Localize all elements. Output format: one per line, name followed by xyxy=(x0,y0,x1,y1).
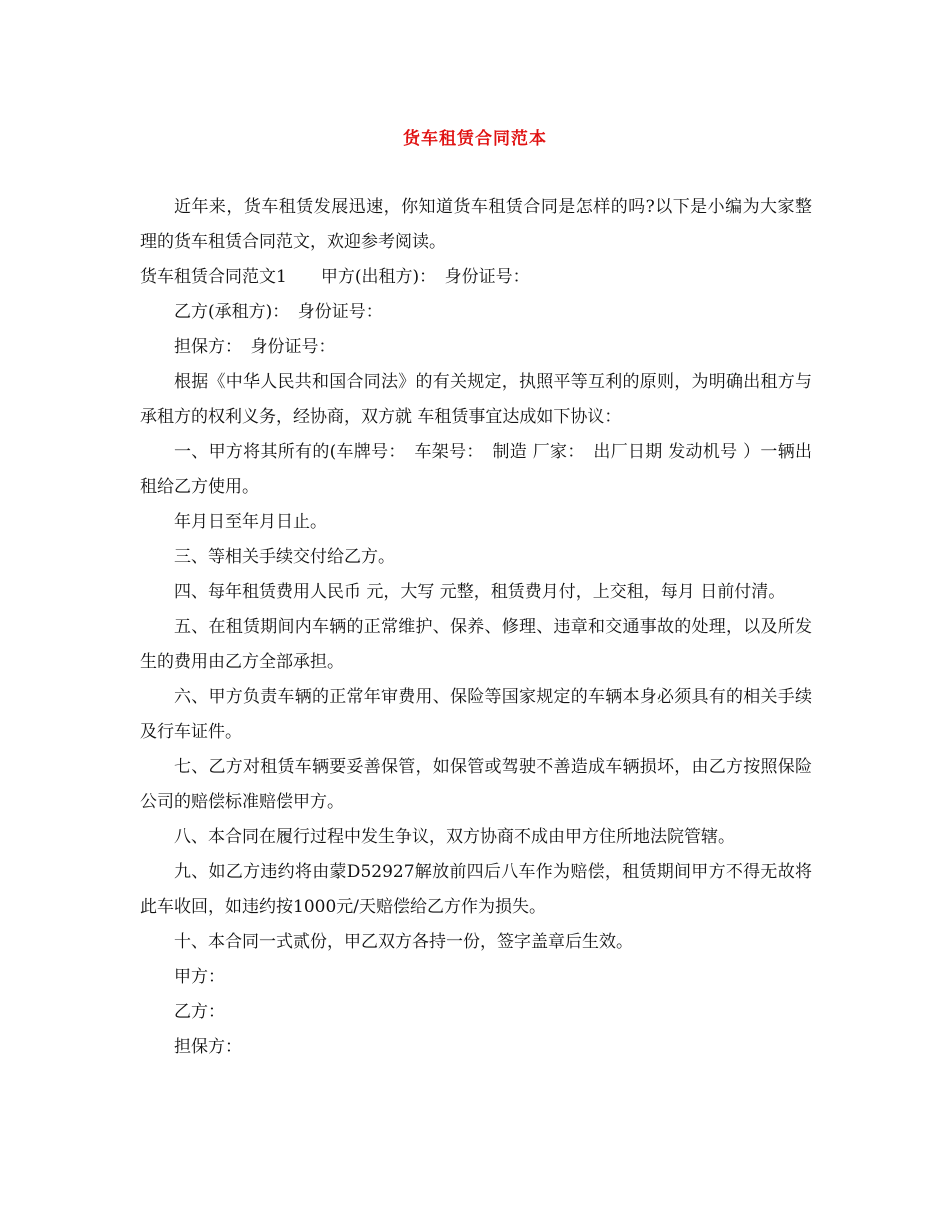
paragraph-6: 一、甲方将其所有的(车牌号： 车架号： 制造 厂家： 出厂日期 发动机号 ）一辆出租给乙方使用。 xyxy=(140,442,812,497)
paragraph-8: 三、等相关手续交付给乙方。 xyxy=(174,547,395,567)
paragraph-9: 四、每年租赁费用人民币 元，大写 元整，租赁费月付，上交租，每月 日前付清。 xyxy=(174,582,786,602)
document-body xyxy=(140,190,812,1065)
paragraph-14: 九、如乙方违约将由蒙D52927解放前四后八车作为赔偿，租赁期间甲方不得无故将此车收回，如违约按1000元/天赔偿给乙方作为损失。 xyxy=(140,862,812,917)
paragraph-5: 根据《中华人民共和国合同法》的有关规定，执照平等互利的原则，为明确出租方与承租方的权利义务，经协商，双方就 车租赁事宜达成如下协议： xyxy=(140,372,812,427)
paragraph-16: 甲方： xyxy=(174,967,225,987)
paragraph-7: 年月日至年月日止。 xyxy=(174,512,327,532)
paragraph-11: 六、甲方负责车辆的正常年审费用、保险等国家规定的车辆本身必须具有的相关手续及行车证件。 xyxy=(140,687,812,742)
paragraph-1: 近年来，货车租赁发展迅速，你知道货车租赁合同是怎样的吗?以下是小编为大家整理的货车租赁合同范文，欢迎参考阅读。 xyxy=(140,197,812,252)
paragraph-12: 七、乙方对租赁车辆要妥善保管，如保管或驾驶不善造成车辆损坏，由乙方按照保险公司的赔偿标准赔偿甲方。 xyxy=(140,757,812,812)
paragraph-18: 担保方： xyxy=(174,1037,242,1057)
document-title: 货车租赁合同范本 xyxy=(403,129,547,149)
paragraph-4: 担保方： 身份证号： xyxy=(174,337,336,357)
paragraph-10: 五、在租赁期间内车辆的正常维护、保养、修理、违章和交通事故的处理，以及所发生的费用由乙方全部承担。 xyxy=(140,617,812,672)
paragraph-3: 乙方(承租方)： 身份证号： xyxy=(174,302,383,322)
paragraph-13: 八、本合同在履行过程中发生争议，双方协商不成由甲方住所地法院管辖。 xyxy=(174,827,735,847)
paragraph-2: 货车租赁合同范文1 甲方(出租方)： 身份证号： xyxy=(140,267,530,287)
paragraph-17: 乙方： xyxy=(174,1002,225,1022)
paragraph-15: 十、本合同一式贰份，甲乙双方各持一份，签字盖章后生效。 xyxy=(174,932,633,952)
